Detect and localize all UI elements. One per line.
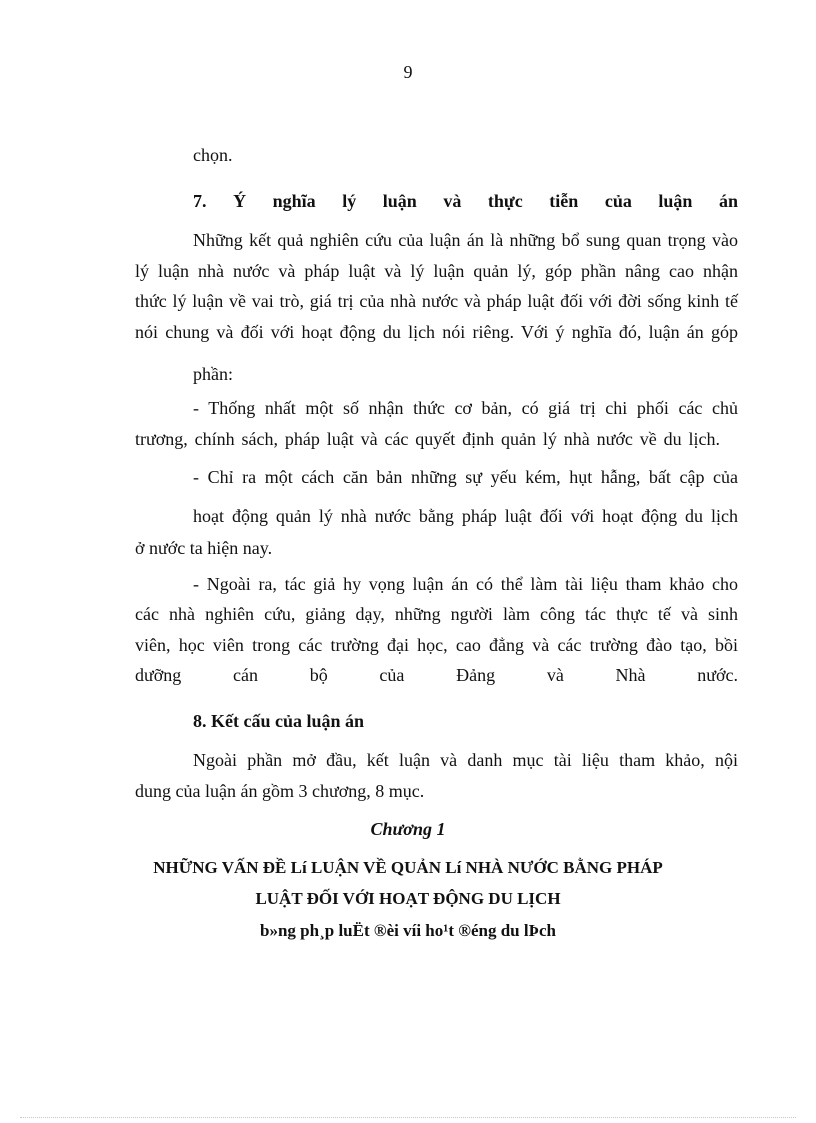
page-number: 9 <box>403 62 413 82</box>
bullet-line: - Thống nhất một số nhận thức cơ bản, có giá trị chi phối các chủ <box>193 398 738 418</box>
bullet-line: - Ngoài ra, tác giả hy vọng luận án có thể làm tài liệu tham khảo cho <box>193 574 738 594</box>
chapter-title-line-2: LUẬT ĐỐI VỚI HOẠT ĐỘNG DU LỊCH <box>255 889 561 908</box>
body-line: trương, chính sách, pháp luật và các quyết định quản lý nhà nước về du lịch. <box>135 429 720 449</box>
body-line: thức lý luận về vai trò, giá trị của nhà nước và pháp luật đối với đời sống kinh tế <box>135 291 738 311</box>
body-line: chọn. <box>193 145 233 165</box>
section-heading-8: 8. Kết cấu của luận án <box>193 711 365 731</box>
bullet-line: - Chỉ ra một cách căn bản những sự yếu kém, hụt hẫng, bất cập của <box>193 467 738 487</box>
body-line: hoạt động quản lý nhà nước bằng pháp luật đối với hoạt động du lịch <box>193 506 738 526</box>
body-line: các nhà nghiên cứu, giảng dạy, những người làm công tác thực tế và sinh <box>135 604 738 624</box>
body-line: ở nước ta hiện nay. <box>135 538 273 558</box>
body-line: dung của luận án gồm 3 chương, 8 mục. <box>135 781 425 801</box>
body-line: dưỡng cán bộ của Đảng và Nhà nước. <box>135 665 738 685</box>
body-line: phần: <box>193 364 233 384</box>
page-bottom-border <box>20 1117 796 1118</box>
body-line: lý luận nhà nước và pháp luật và lý luận quản lý, góp phần nâng cao nhận <box>135 261 738 281</box>
body-line: Ngoài phần mở đầu, kết luận và danh mục tài liệu tham khảo, nội <box>193 750 738 770</box>
body-line: viên, học viên trong các trường đại học, cao đẳng và các trường đào tạo, bồi <box>135 635 738 655</box>
chapter-title-line-1: NHỮNG VẤN ĐỀ Lí LUẬN VỀ QUẢN Lí NHÀ NƯỚC BẰNG PHÁP <box>153 858 663 877</box>
body-line: Những kết quả nghiên cứu của luận án là những bổ sung quan trọng vào <box>193 230 738 250</box>
garbled-subtitle: b»ng ph¸p luËt ®èi víi ho¹t ®éng du lÞch <box>260 921 556 940</box>
body-line: nói chung và đối với hoạt động du lịch nói riêng. Với ý nghĩa đó, luận án góp <box>135 322 738 342</box>
section-heading-7: 7. Ý nghĩa lý luận và thực tiễn của luận án <box>193 191 738 211</box>
chapter-label: Chương 1 <box>370 819 446 839</box>
